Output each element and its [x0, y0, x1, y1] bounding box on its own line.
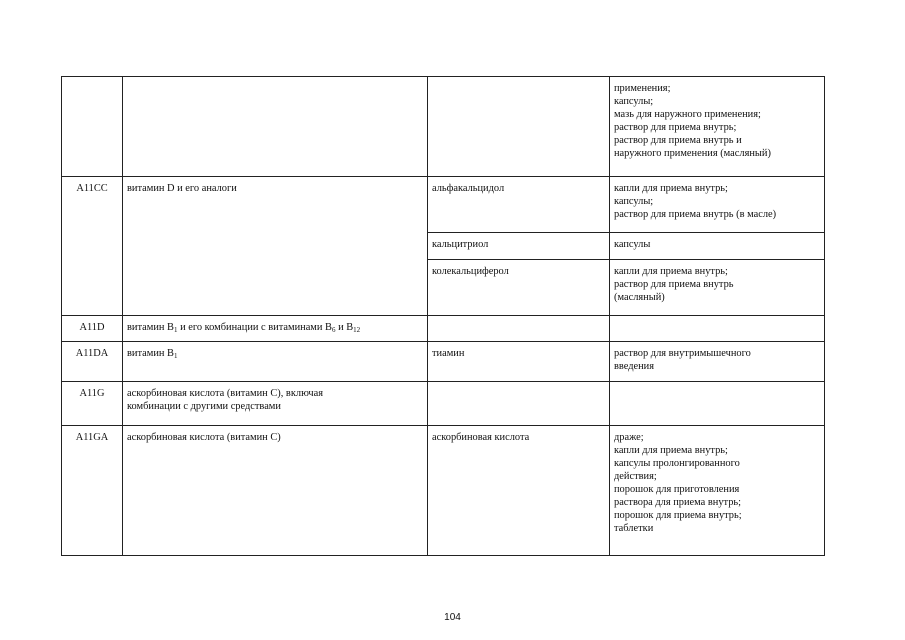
dosage-form-line: капсулы; [614, 196, 654, 207]
dosage-form-line: наружного применения (масляный) [614, 148, 771, 159]
dosage-form-line: (масляный) [614, 292, 665, 303]
dosage-forms-cell [610, 177, 825, 233]
substance-cell [428, 382, 610, 426]
table-row [62, 77, 825, 177]
table-row [62, 382, 825, 426]
atc-code-cell: A11GA [62, 426, 123, 556]
dosage-form-line: порошок для приема внутрь; [614, 510, 742, 521]
dosage-forms-cell [610, 382, 825, 426]
subscript: 1 [173, 352, 178, 360]
group-text: витамин B [127, 322, 174, 333]
dosage-form-line: раствор для приема внутрь; [614, 122, 737, 133]
dosage-form-line: раствор для приема внутрь и [614, 135, 742, 146]
atc-code-cell: A11D [62, 316, 123, 342]
dosage-forms-cell [610, 260, 825, 316]
group-text: и его комбинации с витаминами B [177, 322, 332, 333]
dosage-form-line: капсулы; [614, 96, 654, 107]
dosage-form-line: раствора для приема внутрь; [614, 497, 742, 508]
atc-code-cell [62, 77, 123, 177]
substance-cell [428, 77, 610, 177]
table-row [62, 177, 825, 233]
group-cell: витамин D и его аналоги [123, 177, 428, 316]
page-number: 104 [444, 612, 461, 623]
dosage-form-line: порошок для приготовления [614, 484, 740, 495]
dosage-form-line: капли для приема внутрь; [614, 445, 728, 456]
substance-cell: тиамин [428, 342, 610, 382]
table-row [62, 342, 825, 382]
group-text: витамин B [127, 348, 174, 359]
dosage-forms-cell [610, 342, 825, 382]
substance-cell [428, 316, 610, 342]
table-row [62, 426, 825, 556]
dosage-form-line: введения [614, 361, 655, 372]
dosage-form-line: драже; [614, 432, 644, 443]
substance-cell: кальцитриол [428, 233, 610, 260]
table-row [62, 316, 825, 342]
dosage-forms-cell [610, 316, 825, 342]
group-cell [123, 316, 428, 342]
dosage-form-line: мазь для наружного применения; [614, 109, 761, 120]
dosage-form-line: капли для приема внутрь; [614, 183, 728, 194]
dosage-forms-cell [610, 426, 825, 556]
group-cell: аскорбиновая кислота (витамин С) [123, 426, 428, 556]
atc-code-cell: A11DA [62, 342, 123, 382]
atc-code-cell: A11CC [62, 177, 123, 316]
atc-code-cell: A11G [62, 382, 123, 426]
group-cell [123, 342, 428, 382]
drug-table [61, 76, 825, 556]
group-cell [123, 382, 428, 426]
dosage-form-line: таблетки [614, 523, 654, 534]
dosage-form-line: действия; [614, 471, 657, 482]
group-line: аскорбиновая кислота (витамин С), включая [127, 388, 324, 399]
substance-cell: альфакальцидол [428, 177, 610, 233]
dosage-form-line: капсулы пролонгированного [614, 458, 740, 469]
dosage-form-line: раствор для внутримышечного [614, 348, 751, 359]
dosage-form-line: применения; [614, 83, 671, 94]
dosage-form-line: капли для приема внутрь; [614, 266, 728, 277]
substance-cell: аскорбиновая кислота [428, 426, 610, 556]
subscript: 6 [331, 326, 336, 334]
dosage-forms-cell [610, 233, 825, 260]
dosage-form-line: раствор для приема внутрь (в масле) [614, 209, 777, 220]
dosage-forms-cell [610, 77, 825, 177]
dosage-form-line: раствор для приема внутрь [614, 279, 734, 290]
subscript: 1 [173, 326, 178, 334]
dosage-form-line: капсулы [614, 239, 651, 250]
group-cell [123, 77, 428, 177]
group-line: комбинации с другими средствами [127, 401, 281, 412]
substance-cell: колекальциферол [428, 260, 610, 316]
subscript: 12 [353, 326, 361, 334]
group-text: и B [335, 322, 354, 333]
